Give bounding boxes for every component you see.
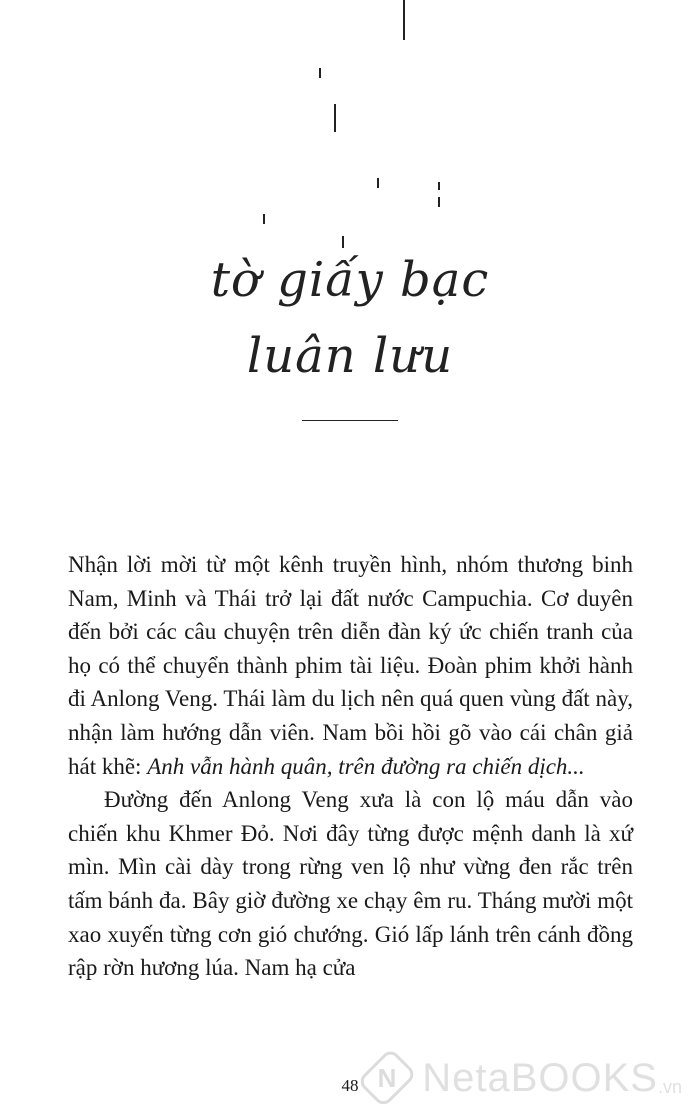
chapter-title-line-1: tờ giấy bạc bbox=[210, 252, 490, 308]
rain-stroke bbox=[334, 104, 336, 132]
paragraph-1 bbox=[68, 548, 633, 783]
rain-stroke bbox=[342, 236, 344, 248]
rain-stroke bbox=[403, 0, 405, 40]
page-number: 48 bbox=[341, 1076, 359, 1095]
watermark-name: NetaBOOKS bbox=[422, 1055, 658, 1100]
paragraph-1-text: Nhận lời mời từ một kênh truyền hình, nhóm thương binh Nam, Minh và Thái trở lại đất nước Campuchia. Cơ duyên đến bởi các câu chuyện trên diễn đàn ký ức chiến tranh của họ có thể chuyển thành phim tài liệu. Đoàn phim khởi hành đi Anlong Veng. Thái làm du lịch nên quá quen vùng đất này, nhận làm hướng dẫn viên. Nam bồi hồi gõ vào cái chân giả hát khẽ: bbox=[68, 552, 633, 779]
publisher-watermark bbox=[362, 1048, 682, 1108]
rain-stroke bbox=[438, 197, 440, 207]
rain-stroke bbox=[263, 214, 265, 224]
rain-stroke bbox=[377, 178, 379, 188]
rain-stroke bbox=[438, 182, 440, 190]
body-text bbox=[68, 548, 633, 985]
paragraph-1-song-quote: Anh vẫn hành quân, trên đường ra chiến dịch... bbox=[147, 753, 585, 779]
rain-stroke bbox=[319, 68, 321, 78]
logo-letter: N bbox=[377, 1062, 397, 1093]
watermark-suffix: .vn bbox=[657, 1077, 682, 1097]
paragraph-2: Đường đến Anlong Veng xưa là con lộ máu dẫn vào chiến khu Khmer Đỏ. Nơi đây từng được mệnh danh là xứ mìn. Mìn cài dày trong rừng ven lộ như vừng đen rắc trên tấm bánh đa. Bây giờ đường xe chạy êm ru. Tháng mười một xao xuyến từng cơn gió chướng. Gió lấp lánh trên cánh đồng rập rờn hương lúa. Nam hạ cửa bbox=[68, 787, 633, 981]
chapter-title-line-2: luân lưu bbox=[246, 328, 454, 384]
title-divider bbox=[302, 420, 398, 421]
